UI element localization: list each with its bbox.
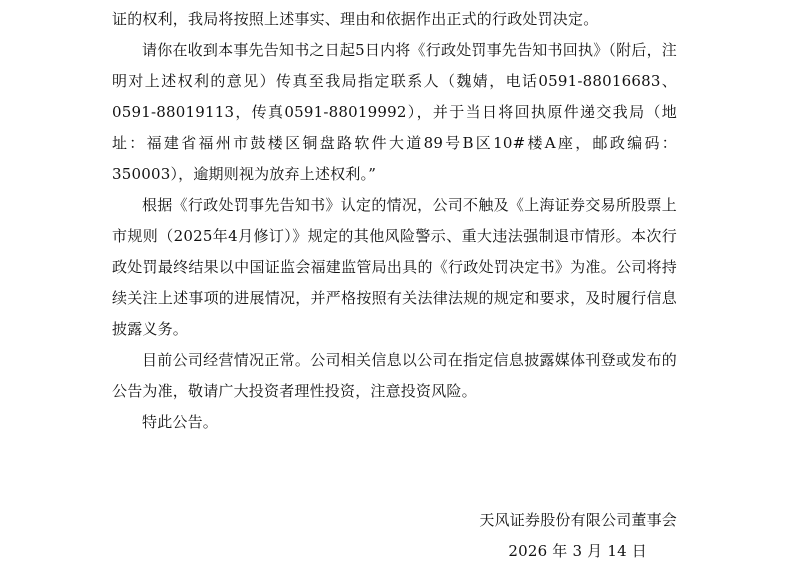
signature-block <box>479 505 677 567</box>
paragraph-delisting-assessment: 根据《行政处罚事先告知书》认定的情况，公司不触及《上海证券交易所股票上市规则（2025年4月修订）》规定的其他风险警示、重大违法强制退市情形。本次行政处罚最终结果以中国证监会福建监管局出具的《行政处罚决定书》为准。公司将持续关注上述事项的进展情况，并严格按照有关法律法规的规定和要求，及时履行信息披露义务。 <box>112 196 677 338</box>
paragraph-rights-continuation: 证的权利，我局将按照上述事实、理由和依据作出正式的行政处罚决定。 <box>112 10 599 28</box>
paragraph-closing: 特此公告。 <box>142 413 219 431</box>
document-body <box>112 4 677 438</box>
paragraph-operations-status: 目前公司经营情况正常。公司相关信息以公司在指定信息披露媒体刊登或发布的公告为准，敬请广大投资者理性投资，注意投资风险。 <box>112 351 677 400</box>
signature-company: 天风证券股份有限公司董事会 <box>479 511 677 529</box>
paragraph-reply-instructions: 请你在收到本事先告知书之日起5日内将《行政处罚事先告知书回执》（附后，注明对上述权利的意见）传真至我局指定联系人（魏婧，电话0591-88016683、0591-88019113，传真0591-88019992），并于当日将回执原件递交我局（地址：福建省福州市鼓楼区铜盘路软件大道89号B区10#楼A座，邮政编码：350003），逾期则视为放弃上述权利。” <box>112 41 677 183</box>
signature-date: 2026 年 3 月 14 日 <box>508 542 647 560</box>
